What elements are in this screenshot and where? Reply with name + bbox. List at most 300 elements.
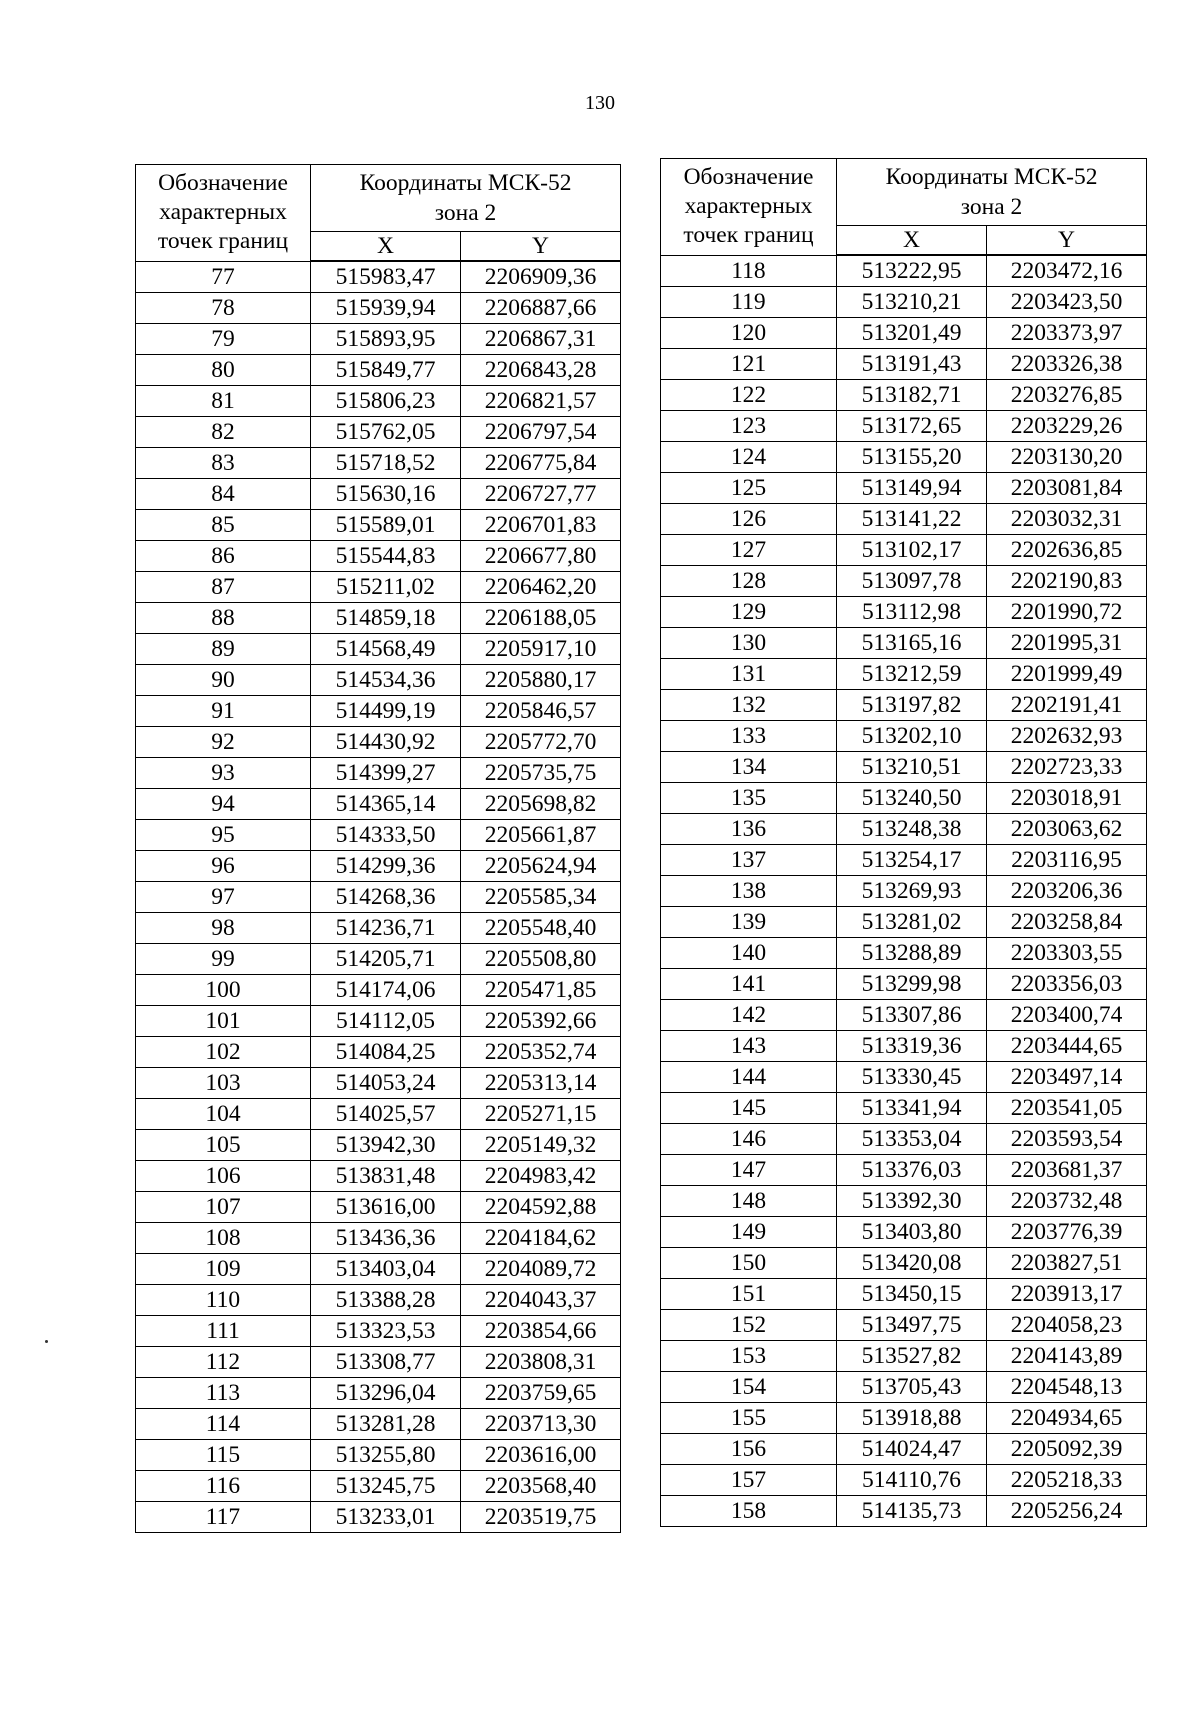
- x-coordinate-cell: 513172,65: [837, 411, 987, 442]
- point-number-cell: 105: [136, 1130, 311, 1161]
- y-coordinate-cell: 2204184,62: [461, 1223, 621, 1254]
- y-coordinate-cell: 2205735,75: [461, 758, 621, 789]
- y-coordinate-cell: 2205149,32: [461, 1130, 621, 1161]
- x-coordinate-cell: 514430,92: [311, 727, 461, 758]
- y-coordinate-cell: 2203303,55: [987, 938, 1147, 969]
- point-number-cell: 78: [136, 293, 311, 324]
- point-number-cell: 143: [661, 1031, 837, 1062]
- table-row: [661, 287, 1147, 318]
- point-number-cell: 147: [661, 1155, 837, 1186]
- y-coordinate-cell: 2203616,00: [461, 1440, 621, 1471]
- point-number-cell: 113: [136, 1378, 311, 1409]
- y-coordinate-cell: 2203827,51: [987, 1248, 1147, 1279]
- y-coordinate-cell: 2202632,93: [987, 721, 1147, 752]
- y-coordinate-cell: 2205256,24: [987, 1496, 1147, 1527]
- y-coordinate-cell: 2203018,91: [987, 783, 1147, 814]
- x-coordinate-cell: 513353,04: [837, 1124, 987, 1155]
- point-number-cell: 95: [136, 820, 311, 851]
- x-coordinate-cell: 515983,47: [311, 261, 461, 293]
- point-number-cell: 92: [136, 727, 311, 758]
- y-coordinate-cell: 2206797,54: [461, 417, 621, 448]
- point-number-cell: 155: [661, 1403, 837, 1434]
- point-number-cell: 120: [661, 318, 837, 349]
- y-coordinate-cell: 2203776,39: [987, 1217, 1147, 1248]
- x-coordinate-cell: 513112,98: [837, 597, 987, 628]
- table-row: [136, 324, 621, 355]
- y-coordinate-cell: 2206909,36: [461, 261, 621, 293]
- y-coordinate-cell: 2203808,31: [461, 1347, 621, 1378]
- table-row: [136, 975, 621, 1006]
- table-row: [661, 535, 1147, 566]
- x-coordinate-cell: 513201,49: [837, 318, 987, 349]
- table-row: [661, 814, 1147, 845]
- y-coordinate-cell: 2203497,14: [987, 1062, 1147, 1093]
- table-row: [661, 566, 1147, 597]
- table-row: [136, 789, 621, 820]
- y-coordinate-cell: 2204143,89: [987, 1341, 1147, 1372]
- x-coordinate-cell: 513155,20: [837, 442, 987, 473]
- x-coordinate-cell: 513281,02: [837, 907, 987, 938]
- header-y: Y: [461, 232, 621, 262]
- table-row: [661, 659, 1147, 690]
- table-row: [136, 665, 621, 696]
- table-row: [661, 969, 1147, 1000]
- point-number-cell: 123: [661, 411, 837, 442]
- point-number-cell: 101: [136, 1006, 311, 1037]
- x-coordinate-cell: 514205,71: [311, 944, 461, 975]
- table-row: [661, 752, 1147, 783]
- header-point-designation: Обозначение характерных точек границ: [661, 159, 837, 256]
- x-coordinate-cell: 513323,53: [311, 1316, 461, 1347]
- y-coordinate-cell: 2202190,83: [987, 566, 1147, 597]
- table-row: [661, 1341, 1147, 1372]
- point-number-cell: 156: [661, 1434, 837, 1465]
- x-coordinate-cell: 515544,83: [311, 541, 461, 572]
- point-number-cell: 149: [661, 1217, 837, 1248]
- x-coordinate-cell: 514299,36: [311, 851, 461, 882]
- y-coordinate-cell: 2203593,54: [987, 1124, 1147, 1155]
- table-row: [661, 1031, 1147, 1062]
- table-row: [136, 1192, 621, 1223]
- y-coordinate-cell: 2206701,83: [461, 510, 621, 541]
- table-row: [661, 1434, 1147, 1465]
- x-coordinate-cell: 514053,24: [311, 1068, 461, 1099]
- y-coordinate-cell: 2203258,84: [987, 907, 1147, 938]
- point-number-cell: 109: [136, 1254, 311, 1285]
- x-coordinate-cell: 514112,05: [311, 1006, 461, 1037]
- y-coordinate-cell: 2206887,66: [461, 293, 621, 324]
- x-coordinate-cell: 513255,80: [311, 1440, 461, 1471]
- point-number-cell: 117: [136, 1502, 311, 1533]
- table-row: [661, 938, 1147, 969]
- y-coordinate-cell: 2206727,77: [461, 479, 621, 510]
- table-row: [136, 1037, 621, 1068]
- point-number-cell: 127: [661, 535, 837, 566]
- y-coordinate-cell: 2204058,23: [987, 1310, 1147, 1341]
- point-number-cell: 146: [661, 1124, 837, 1155]
- table-row: [661, 473, 1147, 504]
- table-row: [136, 634, 621, 665]
- x-coordinate-cell: 513307,86: [837, 1000, 987, 1031]
- header-coordinates-system: Координаты МСК-52 зона 2: [837, 159, 1147, 226]
- point-number-cell: 97: [136, 882, 311, 913]
- y-coordinate-cell: 2204983,42: [461, 1161, 621, 1192]
- table-row: [136, 1285, 621, 1316]
- table-row: [661, 1279, 1147, 1310]
- point-number-cell: 138: [661, 876, 837, 907]
- x-coordinate-cell: 515893,95: [311, 324, 461, 355]
- point-number-cell: 84: [136, 479, 311, 510]
- x-coordinate-cell: 515762,05: [311, 417, 461, 448]
- point-number-cell: 110: [136, 1285, 311, 1316]
- table-row: [661, 1372, 1147, 1403]
- point-number-cell: 87: [136, 572, 311, 603]
- y-coordinate-cell: 2202191,41: [987, 690, 1147, 721]
- point-number-cell: 125: [661, 473, 837, 504]
- table-row: [661, 1000, 1147, 1031]
- x-coordinate-cell: 513376,03: [837, 1155, 987, 1186]
- table-row: [136, 1378, 621, 1409]
- point-number-cell: 122: [661, 380, 837, 411]
- y-coordinate-cell: 2205271,15: [461, 1099, 621, 1130]
- y-coordinate-cell: 2205471,85: [461, 975, 621, 1006]
- x-coordinate-cell: 513191,43: [837, 349, 987, 380]
- point-number-cell: 136: [661, 814, 837, 845]
- y-coordinate-cell: 2203854,66: [461, 1316, 621, 1347]
- table-row: [136, 820, 621, 851]
- point-number-cell: 81: [136, 386, 311, 417]
- x-coordinate-cell: 513831,48: [311, 1161, 461, 1192]
- y-coordinate-cell: 2205585,34: [461, 882, 621, 913]
- point-number-cell: 133: [661, 721, 837, 752]
- x-coordinate-cell: 513497,75: [837, 1310, 987, 1341]
- y-coordinate-cell: 2205313,14: [461, 1068, 621, 1099]
- point-number-cell: 79: [136, 324, 311, 355]
- y-coordinate-cell: 2205846,57: [461, 696, 621, 727]
- x-coordinate-cell: 514859,18: [311, 603, 461, 634]
- table-row: [136, 758, 621, 789]
- x-coordinate-cell: 513149,94: [837, 473, 987, 504]
- y-coordinate-cell: 2205880,17: [461, 665, 621, 696]
- table-row: [136, 1409, 621, 1440]
- y-coordinate-cell: 2205352,74: [461, 1037, 621, 1068]
- table-row: [661, 442, 1147, 473]
- point-number-cell: 96: [136, 851, 311, 882]
- y-coordinate-cell: 2203356,03: [987, 969, 1147, 1000]
- x-coordinate-cell: 513212,59: [837, 659, 987, 690]
- y-coordinate-cell: 2205508,80: [461, 944, 621, 975]
- table-row: [661, 1155, 1147, 1186]
- table-row: [661, 1186, 1147, 1217]
- table-row: [136, 261, 621, 293]
- page-number: 130: [585, 92, 615, 114]
- x-coordinate-cell: 513436,36: [311, 1223, 461, 1254]
- table-row: [661, 411, 1147, 442]
- point-number-cell: 102: [136, 1037, 311, 1068]
- point-number-cell: 124: [661, 442, 837, 473]
- x-coordinate-cell: 513942,30: [311, 1130, 461, 1161]
- point-number-cell: 135: [661, 783, 837, 814]
- y-coordinate-cell: 2203681,37: [987, 1155, 1147, 1186]
- x-coordinate-cell: 513299,98: [837, 969, 987, 1000]
- table-row: [136, 1006, 621, 1037]
- point-number-cell: 112: [136, 1347, 311, 1378]
- table-row: [661, 845, 1147, 876]
- x-coordinate-cell: 513392,30: [837, 1186, 987, 1217]
- x-coordinate-cell: 513403,04: [311, 1254, 461, 1285]
- x-coordinate-cell: 514135,73: [837, 1496, 987, 1527]
- x-coordinate-cell: 515939,94: [311, 293, 461, 324]
- table-row: [136, 355, 621, 386]
- x-coordinate-cell: 514110,76: [837, 1465, 987, 1496]
- table-row: [136, 851, 621, 882]
- table-row: [661, 783, 1147, 814]
- x-coordinate-cell: 515630,16: [311, 479, 461, 510]
- y-coordinate-cell: 2206843,28: [461, 355, 621, 386]
- x-coordinate-cell: 515589,01: [311, 510, 461, 541]
- point-number-cell: 152: [661, 1310, 837, 1341]
- x-coordinate-cell: 513141,22: [837, 504, 987, 535]
- x-coordinate-cell: 513245,75: [311, 1471, 461, 1502]
- y-coordinate-cell: 2206821,57: [461, 386, 621, 417]
- table-row: [136, 696, 621, 727]
- x-coordinate-cell: 514024,47: [837, 1434, 987, 1465]
- x-coordinate-cell: 513097,78: [837, 566, 987, 597]
- point-number-cell: 99: [136, 944, 311, 975]
- point-number-cell: 103: [136, 1068, 311, 1099]
- x-coordinate-cell: 513210,21: [837, 287, 987, 318]
- header-coordinates-system: Координаты МСК-52 зона 2: [311, 165, 621, 232]
- point-number-cell: 150: [661, 1248, 837, 1279]
- y-coordinate-cell: 2202636,85: [987, 535, 1147, 566]
- x-coordinate-cell: 514084,25: [311, 1037, 461, 1068]
- point-number-cell: 157: [661, 1465, 837, 1496]
- table-row: [661, 907, 1147, 938]
- point-number-cell: 126: [661, 504, 837, 535]
- point-number-cell: 108: [136, 1223, 311, 1254]
- point-number-cell: 98: [136, 913, 311, 944]
- point-number-cell: 148: [661, 1186, 837, 1217]
- table-row: [136, 1471, 621, 1502]
- y-coordinate-cell: 2203713,30: [461, 1409, 621, 1440]
- table-row: [661, 1403, 1147, 1434]
- x-coordinate-cell: 513450,15: [837, 1279, 987, 1310]
- y-coordinate-cell: 2205092,39: [987, 1434, 1147, 1465]
- table-row: [661, 721, 1147, 752]
- y-coordinate-cell: 2206867,31: [461, 324, 621, 355]
- y-coordinate-cell: 2202723,33: [987, 752, 1147, 783]
- table-row: [136, 913, 621, 944]
- y-coordinate-cell: 2206462,20: [461, 572, 621, 603]
- y-coordinate-cell: 2205698,82: [461, 789, 621, 820]
- y-coordinate-cell: 2203276,85: [987, 380, 1147, 411]
- x-coordinate-cell: 514268,36: [311, 882, 461, 913]
- y-coordinate-cell: 2205548,40: [461, 913, 621, 944]
- x-coordinate-cell: 513918,88: [837, 1403, 987, 1434]
- x-coordinate-cell: 515211,02: [311, 572, 461, 603]
- y-coordinate-cell: 2203116,95: [987, 845, 1147, 876]
- header-y: Y: [987, 226, 1147, 256]
- point-number-cell: 107: [136, 1192, 311, 1223]
- point-number-cell: 94: [136, 789, 311, 820]
- y-coordinate-cell: 2203400,74: [987, 1000, 1147, 1031]
- y-coordinate-cell: 2206775,84: [461, 448, 621, 479]
- table-row: [661, 318, 1147, 349]
- table-row: [136, 1316, 621, 1347]
- table-row: [136, 386, 621, 417]
- point-number-cell: 111: [136, 1316, 311, 1347]
- point-number-cell: 134: [661, 752, 837, 783]
- y-coordinate-cell: 2204548,13: [987, 1372, 1147, 1403]
- point-number-cell: 128: [661, 566, 837, 597]
- point-number-cell: 140: [661, 938, 837, 969]
- table-row: [661, 255, 1147, 287]
- x-coordinate-cell: 514365,14: [311, 789, 461, 820]
- point-number-cell: 139: [661, 907, 837, 938]
- table-row: [661, 1062, 1147, 1093]
- point-number-cell: 114: [136, 1409, 311, 1440]
- x-coordinate-cell: 514534,36: [311, 665, 461, 696]
- table-row: [136, 1099, 621, 1130]
- x-coordinate-cell: 513288,89: [837, 938, 987, 969]
- y-coordinate-cell: 2203541,05: [987, 1093, 1147, 1124]
- point-number-cell: 85: [136, 510, 311, 541]
- table-row: [661, 597, 1147, 628]
- x-coordinate-cell: 513420,08: [837, 1248, 987, 1279]
- table-row: [136, 603, 621, 634]
- y-coordinate-cell: 2203206,36: [987, 876, 1147, 907]
- x-coordinate-cell: 513403,80: [837, 1217, 987, 1248]
- y-coordinate-cell: 2205218,33: [987, 1465, 1147, 1496]
- table-row: [136, 510, 621, 541]
- table-row: [136, 882, 621, 913]
- y-coordinate-cell: 2201990,72: [987, 597, 1147, 628]
- x-coordinate-cell: 513269,93: [837, 876, 987, 907]
- x-coordinate-cell: 514333,50: [311, 820, 461, 851]
- table-row: [661, 349, 1147, 380]
- x-coordinate-cell: 514499,19: [311, 696, 461, 727]
- y-coordinate-cell: 2203373,97: [987, 318, 1147, 349]
- table-row: [136, 1440, 621, 1471]
- x-coordinate-cell: 514399,27: [311, 758, 461, 789]
- y-coordinate-cell: 2203444,65: [987, 1031, 1147, 1062]
- table-row: [661, 690, 1147, 721]
- x-coordinate-cell: 513165,16: [837, 628, 987, 659]
- x-coordinate-cell: 513341,94: [837, 1093, 987, 1124]
- x-coordinate-cell: 515806,23: [311, 386, 461, 417]
- point-number-cell: 137: [661, 845, 837, 876]
- x-coordinate-cell: 513248,38: [837, 814, 987, 845]
- point-number-cell: 145: [661, 1093, 837, 1124]
- point-number-cell: 77: [136, 261, 311, 293]
- table-row: [661, 1124, 1147, 1155]
- y-coordinate-cell: 2206188,05: [461, 603, 621, 634]
- y-coordinate-cell: 2204089,72: [461, 1254, 621, 1285]
- point-number-cell: 100: [136, 975, 311, 1006]
- point-number-cell: 132: [661, 690, 837, 721]
- table-row: [136, 1254, 621, 1285]
- x-coordinate-cell: 514174,06: [311, 975, 461, 1006]
- table-row: [136, 1161, 621, 1192]
- x-coordinate-cell: 514025,57: [311, 1099, 461, 1130]
- x-coordinate-cell: 513240,50: [837, 783, 987, 814]
- y-coordinate-cell: 2205392,66: [461, 1006, 621, 1037]
- x-coordinate-cell: 513616,00: [311, 1192, 461, 1223]
- x-coordinate-cell: 515849,77: [311, 355, 461, 386]
- header-point-designation: Обозначение характерных точек границ: [136, 165, 311, 262]
- point-number-cell: 89: [136, 634, 311, 665]
- y-coordinate-cell: 2203519,75: [461, 1502, 621, 1533]
- point-number-cell: 119: [661, 287, 837, 318]
- x-coordinate-cell: 514236,71: [311, 913, 461, 944]
- x-coordinate-cell: 513202,10: [837, 721, 987, 752]
- y-coordinate-cell: 2203732,48: [987, 1186, 1147, 1217]
- scan-speck: [45, 1340, 48, 1343]
- y-coordinate-cell: 2205661,87: [461, 820, 621, 851]
- table-row: [661, 1465, 1147, 1496]
- table-row: [136, 417, 621, 448]
- table-row: [661, 1093, 1147, 1124]
- y-coordinate-cell: 2201995,31: [987, 628, 1147, 659]
- table-row: [661, 876, 1147, 907]
- point-number-cell: 144: [661, 1062, 837, 1093]
- x-coordinate-cell: 513197,82: [837, 690, 987, 721]
- x-coordinate-cell: 513308,77: [311, 1347, 461, 1378]
- x-coordinate-cell: 513222,95: [837, 255, 987, 287]
- point-number-cell: 83: [136, 448, 311, 479]
- table-row: [661, 1496, 1147, 1527]
- x-coordinate-cell: 513330,45: [837, 1062, 987, 1093]
- point-number-cell: 142: [661, 1000, 837, 1031]
- table-row: [136, 1502, 621, 1533]
- table-row: [136, 1223, 621, 1254]
- x-coordinate-cell: 513254,17: [837, 845, 987, 876]
- point-number-cell: 106: [136, 1161, 311, 1192]
- y-coordinate-cell: 2203229,26: [987, 411, 1147, 442]
- point-number-cell: 141: [661, 969, 837, 1000]
- y-coordinate-cell: 2203913,17: [987, 1279, 1147, 1310]
- table-row: [136, 572, 621, 603]
- point-number-cell: 121: [661, 349, 837, 380]
- table-row: [136, 944, 621, 975]
- x-coordinate-cell: 513233,01: [311, 1502, 461, 1533]
- point-number-cell: 104: [136, 1099, 311, 1130]
- table-row: [136, 448, 621, 479]
- table-row: [661, 628, 1147, 659]
- table-row: [136, 479, 621, 510]
- x-coordinate-cell: 515718,52: [311, 448, 461, 479]
- coordinates-table-left: [135, 164, 621, 1533]
- point-number-cell: 88: [136, 603, 311, 634]
- point-number-cell: 80: [136, 355, 311, 386]
- x-coordinate-cell: 513296,04: [311, 1378, 461, 1409]
- y-coordinate-cell: 2204592,88: [461, 1192, 621, 1223]
- point-number-cell: 116: [136, 1471, 311, 1502]
- y-coordinate-cell: 2203568,40: [461, 1471, 621, 1502]
- x-coordinate-cell: 513210,51: [837, 752, 987, 783]
- header-x: X: [837, 226, 987, 256]
- y-coordinate-cell: 2203326,38: [987, 349, 1147, 380]
- x-coordinate-cell: 513319,36: [837, 1031, 987, 1062]
- x-coordinate-cell: 514568,49: [311, 634, 461, 665]
- table-row: [136, 541, 621, 572]
- x-coordinate-cell: 513281,28: [311, 1409, 461, 1440]
- point-number-cell: 131: [661, 659, 837, 690]
- y-coordinate-cell: 2203081,84: [987, 473, 1147, 504]
- point-number-cell: 130: [661, 628, 837, 659]
- point-number-cell: 91: [136, 696, 311, 727]
- point-number-cell: 93: [136, 758, 311, 789]
